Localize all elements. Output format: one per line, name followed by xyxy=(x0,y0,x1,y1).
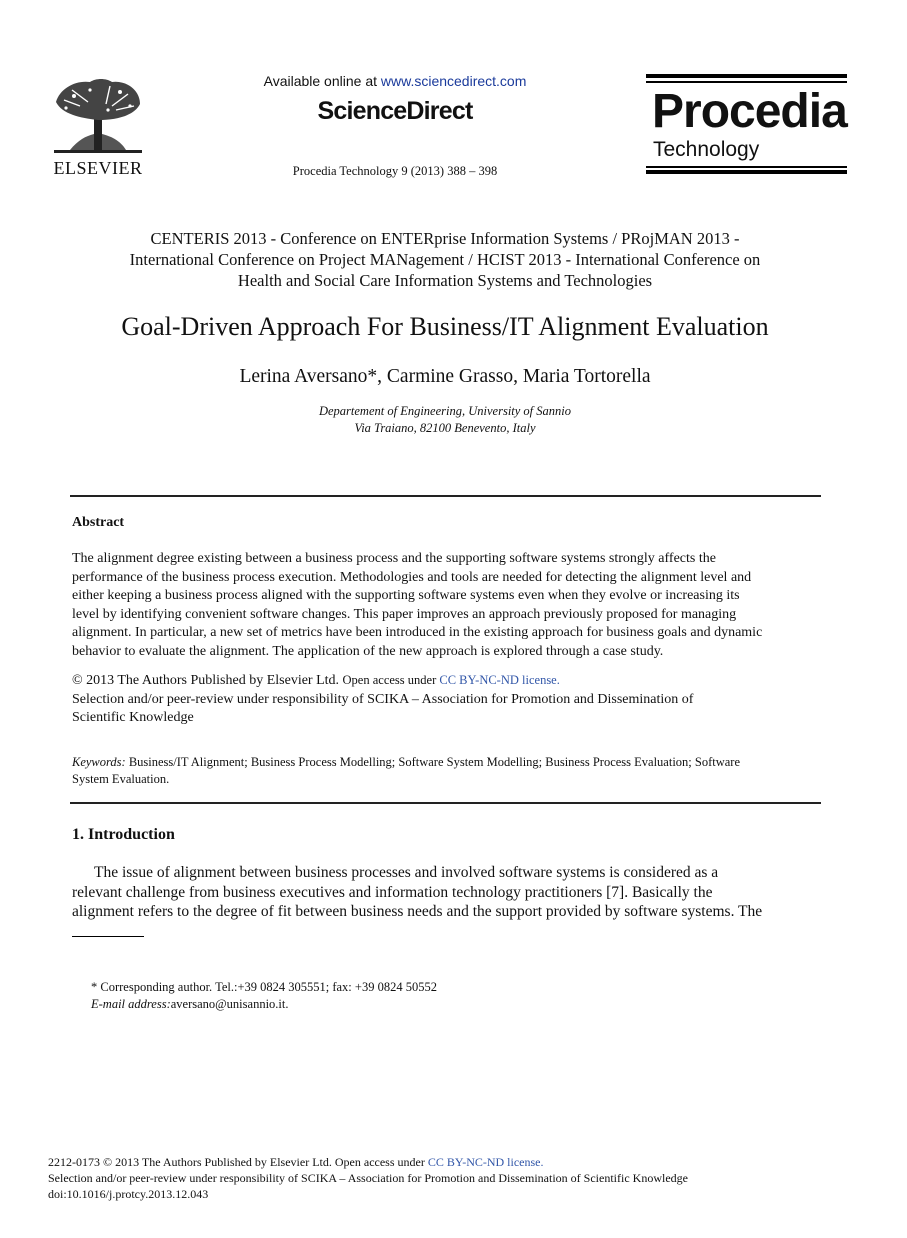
footnote-rule xyxy=(72,936,144,937)
email-address[interactable]: aversano@unisannio.it. xyxy=(170,997,289,1011)
section-heading: 1. Introduction xyxy=(72,826,175,843)
page-footer xyxy=(48,1154,848,1202)
abstract-line: performance of the business process execution. Methodologies and tools are needed for detecting the alignment level and xyxy=(72,569,752,585)
elsevier-tree-logo xyxy=(50,76,146,158)
footer-license-link[interactable]: CC BY-NC-ND license. xyxy=(427,1155,544,1169)
keywords-text: Business/IT Alignment; Business Process Modelling; Software System Modelling; Business Process Evaluation; Software xyxy=(125,755,741,769)
body-line: alignment refers to the degree of fit between business needs and the support provided by software systems. The xyxy=(72,903,763,920)
journal-logo: Procedia xyxy=(652,85,847,138)
abstract-line: either keeping a business process aligned with the supporting software systems even when they evolve or increasing its xyxy=(72,588,740,603)
email-line xyxy=(91,996,791,1013)
copyright-text: © 2013 The Authors Published by Elsevier Ltd. xyxy=(72,673,343,688)
abstract-line: The alignment degree existing between a business process and the supporting software systems strongly affects the xyxy=(72,551,716,566)
abstract-line: level by identifying convenient software changes. This paper improves an approach previously proposed for managing xyxy=(72,606,737,622)
review-line: Selection and/or peer-review under responsibility of SCIKA – Association for Promotion and Dissemination of xyxy=(72,691,694,707)
procedia-top-rule xyxy=(646,74,847,78)
availability-prefix: Available online at xyxy=(263,73,381,89)
abstract-text xyxy=(72,550,818,661)
corresponding-author: * Corresponding author. Tel.:+39 0824 305551; fax: +39 0824 50552 xyxy=(91,980,437,994)
availability-notice xyxy=(200,73,590,89)
abstract-line: behavior to evaluate the alignment. The application of the new approach is explored through a case study. xyxy=(72,643,664,659)
keywords xyxy=(72,754,818,788)
author-list: Lerina Aversano*, Carmine Grasso, Maria Tortorella xyxy=(239,366,651,387)
review-line: Scientific Knowledge xyxy=(72,710,194,725)
body-line: relevant challenge from business executives and information technology practitioners [7]. Basically the xyxy=(72,883,713,901)
keywords-label: Keywords: xyxy=(72,755,126,769)
sciencedirect-link[interactable]: www.sciencedirect.com xyxy=(380,73,527,89)
copyright-notice xyxy=(72,671,818,728)
procedia-bottom-rule xyxy=(646,170,847,174)
conference-name xyxy=(60,228,830,291)
footer-copyright: 2212-0173 © 2013 The Authors Published by Elsevier Ltd. Open access under xyxy=(48,1155,428,1169)
abstract-heading: Abstract xyxy=(72,515,125,530)
footnote xyxy=(91,979,791,1013)
publisher-name: ELSEVIER xyxy=(53,158,143,178)
email-label: E-mail address: xyxy=(91,997,171,1011)
paper-title: Goal-Driven Approach For Business/IT Alignment Evaluation xyxy=(121,312,769,341)
footer-line: Selection and/or peer-review under responsibility of SCIKA – Association for Promotion and Dissemination of Scientific Knowledge xyxy=(48,1171,688,1185)
affiliation-line: Departement of Engineering, University of Sannio xyxy=(318,404,572,418)
doi[interactable]: doi:10.1016/j.protcy.2013.12.043 xyxy=(48,1187,209,1201)
journal-citation: Procedia Technology 9 (2013) 388 – 398 xyxy=(292,164,498,178)
affiliation xyxy=(150,403,740,437)
conference-line: International Conference on Project MANagement / HCIST 2013 - International Conference on xyxy=(129,250,761,269)
license-link[interactable]: CC BY-NC-ND license. xyxy=(439,673,560,687)
journal-logo-subtitle: Technology xyxy=(653,138,760,161)
introduction-text xyxy=(72,863,818,922)
keywords-line: System Evaluation. xyxy=(72,772,170,786)
procedia-top-rule-thin xyxy=(646,81,847,83)
procedia-bottom-rule-thin xyxy=(646,166,847,168)
footer-line xyxy=(48,1154,848,1170)
conference-line: Health and Social Care Information Systems and Technologies xyxy=(237,271,653,290)
conference-line: CENTERIS 2013 - Conference on ENTERprise Information Systems / PRojMAN 2013 - xyxy=(150,229,740,248)
sciencedirect-logo: ScienceDirect xyxy=(317,97,473,125)
divider xyxy=(70,495,821,497)
open-access-text: Open access under xyxy=(342,673,440,687)
keywords-line xyxy=(72,754,818,771)
copyright-line xyxy=(72,671,818,691)
affiliation-line: Via Traiano, 82100 Benevento, Italy xyxy=(354,421,536,435)
body-line: The issue of alignment between business processes and involved software systems is considered as a xyxy=(94,864,719,881)
divider xyxy=(70,802,821,804)
abstract-line: alignment. In particular, a new set of metrics have been introduced in the existing approach for business goals and dynamic xyxy=(72,625,763,640)
